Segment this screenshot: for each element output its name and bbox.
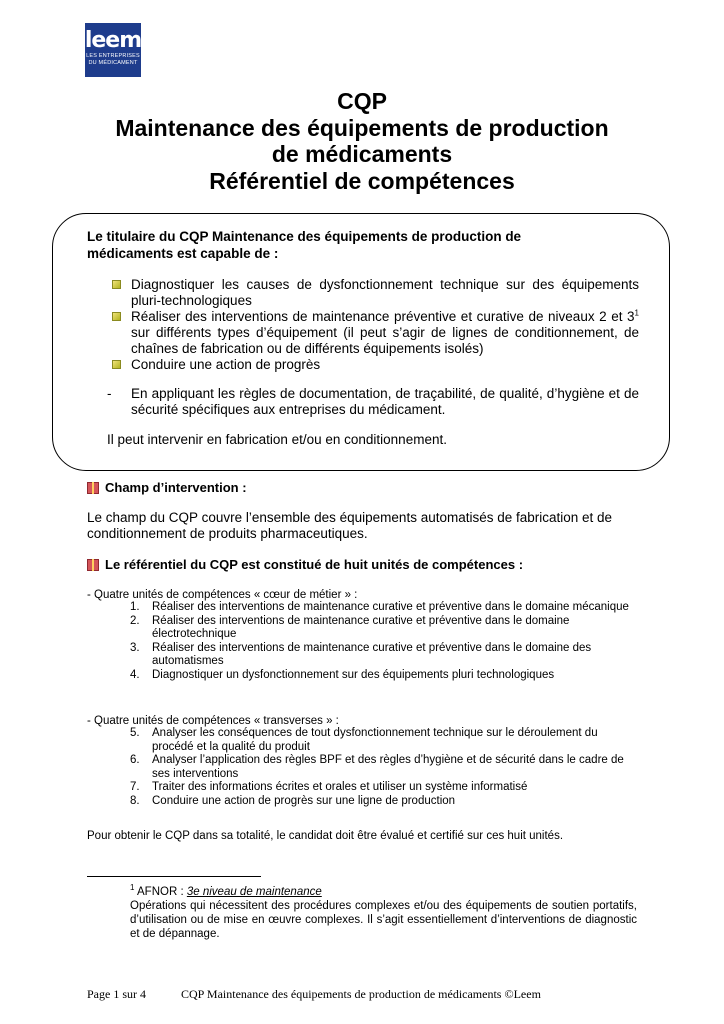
group2-label: - Quatre unités de compétences « transverses » : [87, 715, 339, 727]
box-intro: Le titulaire du CQP Maintenance des équipements de production de médicaments est capable de : [87, 229, 522, 261]
referentiel-heading-text: Le référentiel du CQP est constitué de huit unités de compétences : [105, 557, 524, 572]
square-bullet-icon [112, 280, 121, 289]
item-number: 8. [130, 794, 140, 807]
page-footer [87, 987, 541, 1001]
dash-mark: - [107, 386, 112, 401]
item-number: 1. [130, 601, 140, 613]
bullet-text: Conduire une action de progrès [131, 357, 321, 372]
item-text: Réaliser des interventions de maintenance curative et préventive dans le domaine mécanique [152, 601, 629, 613]
footnote-mark: 1 [130, 883, 135, 893]
footnote-text: Opérations qui nécessitent des procédures complexes et/ou des équipements de soutien portatifs, d’utilisation ou de mise en œuvre complexes. Il s’agit essentiellement d’interventions de diagnostic et de dépannage. [130, 900, 637, 940]
item-text: Diagnostiquer un dysfonctionnement sur des équipements pluri technologiques [152, 668, 555, 681]
square-bullet-icon [112, 360, 121, 369]
group1-list [130, 601, 640, 682]
bullet-text: Diagnostiquer les causes de dysfonctionnement technique sur des équipements pluri-technologiques [131, 277, 639, 308]
list-item [107, 357, 639, 373]
item-text: Réaliser des interventions de maintenance curative et préventive dans le domaine électrotechnique [152, 614, 570, 640]
list-item [107, 309, 639, 357]
item-number: 2. [130, 614, 140, 627]
footer-title: CQP Maintenance des équipements de production de médicaments ©Leem [181, 987, 541, 1001]
bullet-text-continued: sur différents types d’équipement (il peut s’agir de lignes de conditionnement, de chaînes de fabrication ou de différents équipements isolés) [131, 325, 639, 356]
item-text: Analyser l’application des règles BPF et des règles d’hygiène et de sécurité dans le cadre de ses interventions [152, 754, 624, 780]
item-text: Analyser les conséquences de tout dysfonctionnement technique sur le déroulement du procédé et la qualité du produit [152, 727, 598, 753]
list-item [107, 277, 639, 309]
item-number: 3. [130, 641, 140, 654]
footnote-divider [87, 876, 261, 877]
champ-heading-text: Champ d’intervention : [105, 480, 247, 495]
conclusion: Pour obtenir le CQP dans sa totalité, le candidat doit être évalué et certifié sur ces huit unités. [87, 830, 564, 842]
title-line-1: CQP [337, 88, 387, 114]
gift-bullet-icon [87, 482, 99, 494]
bullet-text: Réaliser des interventions de maintenance préventive et curative de niveaux 2 et 3 [131, 309, 635, 324]
gift-bullet-icon [87, 559, 99, 571]
leem-logo [85, 23, 141, 77]
item-number: 6. [130, 754, 140, 766]
group2-list [130, 727, 640, 808]
title-line-2: Maintenance des équipements de production [115, 114, 609, 141]
group1-label: - Quatre unités de compétences « cœur de métier » : [87, 589, 358, 601]
dash-item [107, 386, 639, 418]
logo-subtitle-2: DU MÉDICAMENT [88, 59, 138, 66]
item-number: 4. [130, 668, 140, 681]
referentiel-heading [87, 557, 523, 573]
item-text: Conduire une action de progrès sur une ligne de production [152, 794, 456, 807]
logo-subtitle-1: LES ENTREPRISES [86, 53, 140, 59]
footnote [130, 885, 637, 941]
list-item [130, 669, 640, 683]
capability-list [107, 277, 639, 373]
footnote-ref[interactable]: 1 [634, 308, 639, 318]
champ-text: Le champ du CQP couvre l’ensemble des équipements automatisés de fabrication et de conditionnement de produits pharmaceutiques. [87, 510, 613, 541]
list-item [130, 754, 640, 781]
box-closing: Il peut intervenir en fabrication et/ou en conditionnement. [107, 432, 447, 447]
footnote-title [130, 885, 637, 899]
footnote-label: AFNOR : [137, 886, 187, 898]
dash-text: En appliquant les règles de documentation, de traçabilité, de qualité, d’hygiène et de sécurité spécifiques aux entreprises du médicament. [131, 386, 639, 417]
square-bullet-icon [112, 312, 121, 321]
list-item [130, 781, 640, 795]
item-text: Traiter des informations écrites et orales et utiliser un système informatisé [152, 781, 528, 793]
title-line-3: de médicaments [271, 141, 453, 167]
document-title [0, 88, 724, 194]
list-item [130, 601, 640, 615]
list-item [130, 642, 640, 669]
list-item [130, 727, 640, 754]
list-item [130, 795, 640, 809]
capability-box [52, 213, 670, 471]
item-number: 5. [130, 727, 140, 739]
title-line-4: Référentiel de compétences [209, 167, 515, 194]
item-text: Réaliser des interventions de maintenance curative et préventive dans le domaine des automatismes [152, 641, 592, 667]
footnote-link[interactable]: 3e niveau de maintenance [186, 886, 322, 898]
list-item [130, 615, 640, 642]
page-number: Page 1 sur 4 [87, 987, 146, 1001]
logo-word: leem [84, 28, 142, 53]
item-number: 7. [130, 781, 140, 793]
champ-heading [87, 480, 247, 496]
